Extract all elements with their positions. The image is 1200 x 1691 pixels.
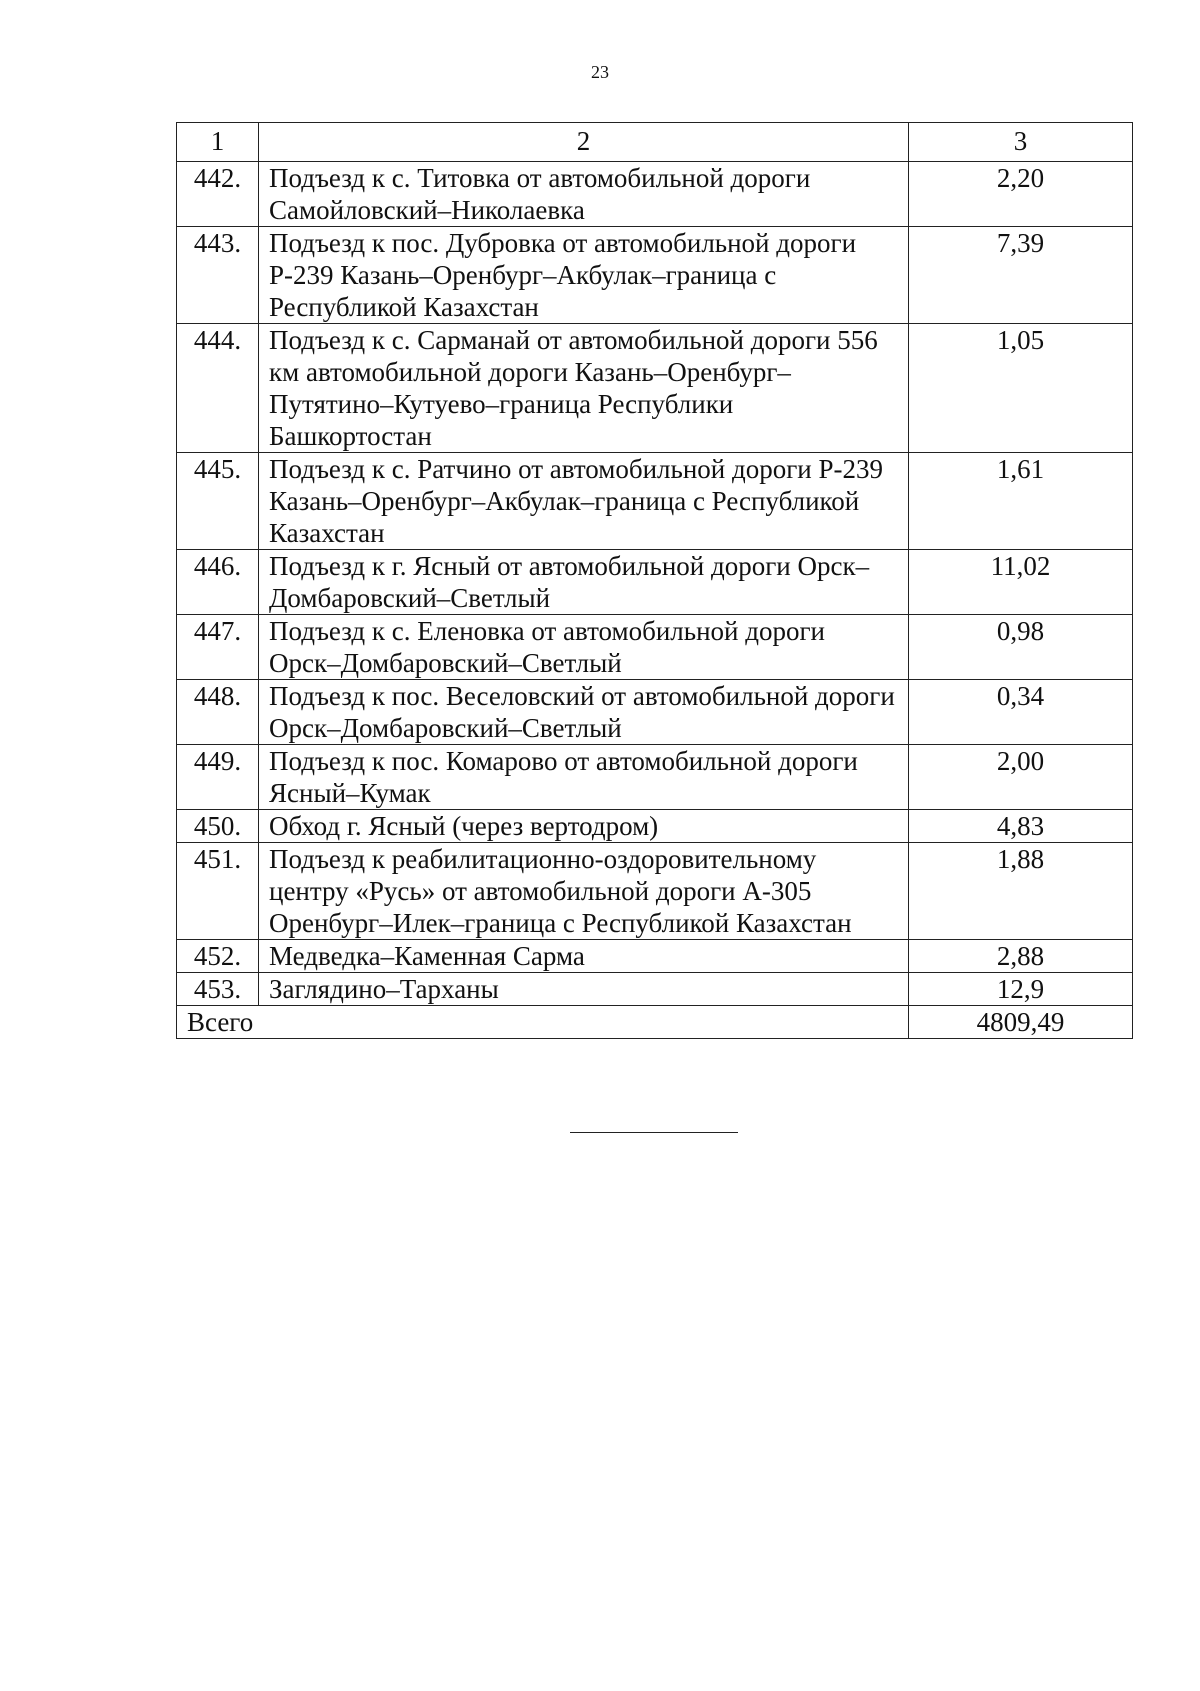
row-number: 445.	[177, 453, 259, 550]
row-number: 453.	[177, 973, 259, 1006]
table-row	[177, 615, 1133, 680]
road-name: Подъезд к г. Ясный от автомобильной дороги Орск–Домбаровский–Светлый	[259, 550, 909, 615]
road-name: Медведка–Каменная Сарма	[259, 940, 909, 973]
road-length: 0,98	[909, 615, 1133, 680]
road-name: Подъезд к с. Титовка от автомобильной дороги Самойловский–Николаевка	[259, 162, 909, 227]
table-row	[177, 810, 1133, 843]
table-row	[177, 324, 1133, 453]
total-value: 4809,49	[909, 1006, 1133, 1039]
road-name: Заглядино–Тарханы	[259, 973, 909, 1006]
road-length: 1,05	[909, 324, 1133, 453]
road-length: 4,83	[909, 810, 1133, 843]
road-length: 2,88	[909, 940, 1133, 973]
road-name: Подъезд к с. Ратчино от автомобильной дороги Р-239 Казань–Оренбург–Акбулак–граница с Республикой Казахстан	[259, 453, 909, 550]
road-length: 0,34	[909, 680, 1133, 745]
table-header-row	[177, 123, 1133, 162]
end-divider-line	[570, 1132, 738, 1133]
table-row	[177, 550, 1133, 615]
row-number: 442.	[177, 162, 259, 227]
table-row	[177, 843, 1133, 940]
road-length: 2,00	[909, 745, 1133, 810]
road-name: Обход г. Ясный (через вертодром)	[259, 810, 909, 843]
road-name: Подъезд к с. Сарманай от автомобильной дороги 556 км автомобильной дороги Казань–Оренбург–Путятино–Кутуево–граница Республики Башкортостан	[259, 324, 909, 453]
table-row	[177, 162, 1133, 227]
column-header-2: 2	[259, 123, 909, 162]
row-number: 452.	[177, 940, 259, 973]
road-name: Подъезд к с. Еленовка от автомобильной дороги Орск–Домбаровский–Светлый	[259, 615, 909, 680]
road-length: 1,88	[909, 843, 1133, 940]
road-length: 11,02	[909, 550, 1133, 615]
table-row	[177, 227, 1133, 324]
table-row	[177, 680, 1133, 745]
road-length: 12,9	[909, 973, 1133, 1006]
row-number: 447.	[177, 615, 259, 680]
row-number: 450.	[177, 810, 259, 843]
road-name: Подъезд к пос. Комарово от автомобильной дороги Ясный–Кумак	[259, 745, 909, 810]
column-header-3: 3	[909, 123, 1133, 162]
road-name: Подъезд к пос. Дубровка от автомобильной дороги Р-239 Казань–Оренбург–Акбулак–граница с Республикой Казахстан	[259, 227, 909, 324]
row-number: 448.	[177, 680, 259, 745]
row-number: 451.	[177, 843, 259, 940]
table-row	[177, 940, 1133, 973]
roads-table	[176, 122, 1133, 1039]
page-number: 23	[591, 62, 609, 82]
total-label: Всего	[177, 1006, 909, 1039]
row-number: 444.	[177, 324, 259, 453]
road-length: 1,61	[909, 453, 1133, 550]
road-name: Подъезд к пос. Веселовский от автомобильной дороги Орск–Домбаровский–Светлый	[259, 680, 909, 745]
column-header-1: 1	[177, 123, 259, 162]
table-row	[177, 973, 1133, 1006]
road-length: 2,20	[909, 162, 1133, 227]
total-row	[177, 1006, 1133, 1039]
road-length: 7,39	[909, 227, 1133, 324]
row-number: 443.	[177, 227, 259, 324]
row-number: 449.	[177, 745, 259, 810]
row-number: 446.	[177, 550, 259, 615]
table-row	[177, 453, 1133, 550]
road-name: Подъезд к реабилитационно-оздоровительному центру «Русь» от автомобильной дороги А-305 Оренбург–Илек–граница с Республикой Казахстан	[259, 843, 909, 940]
table-row	[177, 745, 1133, 810]
